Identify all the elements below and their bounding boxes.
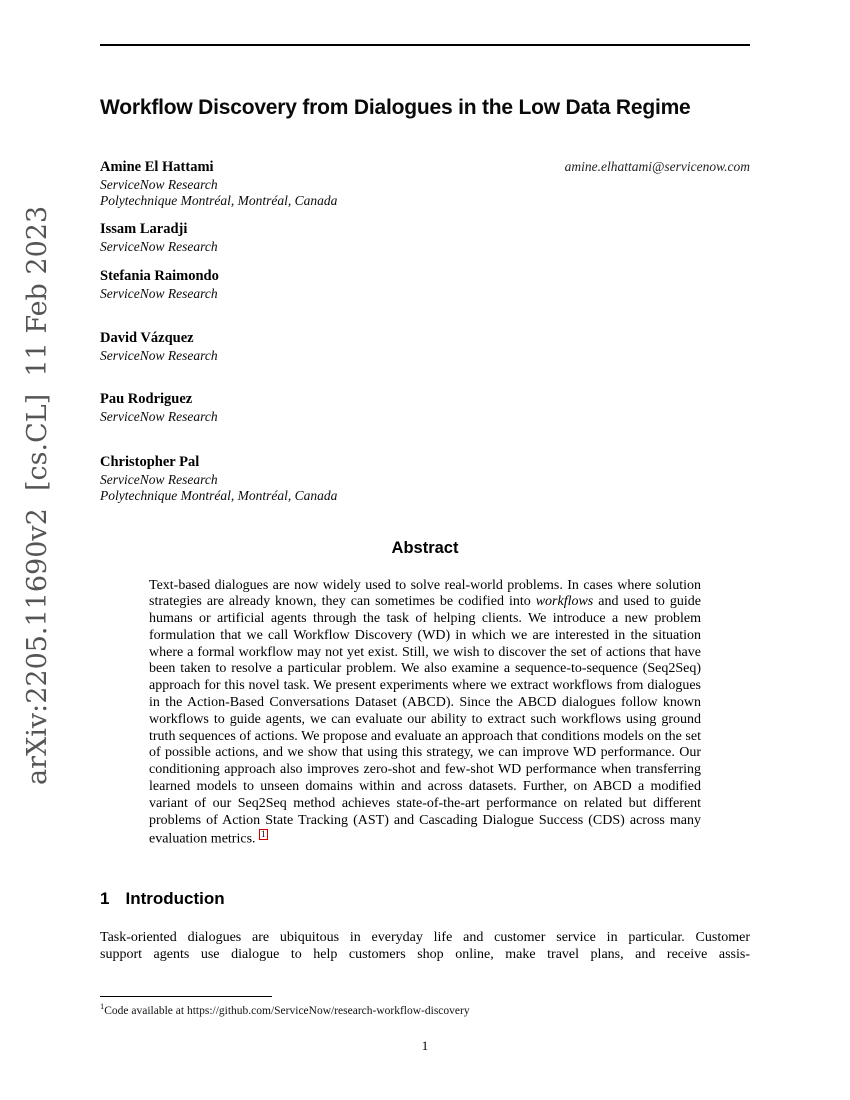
paper-content xyxy=(100,0,750,1100)
section-heading xyxy=(100,889,750,909)
author-name: Christopher Pal xyxy=(100,453,200,470)
author-block xyxy=(100,267,750,303)
footnote-url-link[interactable]: https://github.com/ServiceNow/research-workflow-discovery xyxy=(186,1004,470,1017)
section-title: Introduction xyxy=(125,888,225,908)
author-name: Pau Rodriguez xyxy=(100,391,193,407)
author-affiliation: ServiceNow Research xyxy=(100,471,218,487)
top-rule xyxy=(100,44,750,46)
author-block xyxy=(100,390,750,426)
author-affiliation: Polytechnique Montréal, Montréal, Canada xyxy=(100,488,338,503)
paper-title: Workflow Discovery from Dialogues in the Low Data Regime xyxy=(100,95,691,119)
author-affiliation: ServiceNow Research xyxy=(100,176,218,192)
author-affiliation: ServiceNow Research xyxy=(100,286,218,301)
footnote-text xyxy=(100,1001,750,1017)
abstract-text-part: and used to guide humans or artificial agents through the task of helping clients. We introduce a new problem formulation that we call Workflow Discovery (WD) in which we are interested in the situation where a formal workflow may not yet exist. Still, we wish to discover the set of actions that have been taken to resolve a particular problem. We also examine a sequence-to-sequence (Seq2Seq) approach for this novel task. We present experiments where we extract workflows from dialogues in the Action-Based Conversations Dataset (ABCD). Since the ABCD dialogues follow known workflows to guide agents, we can evaluate our ability to extract such workflows using ground truth sequences of actions. We propose and evaluate an approach that conditions models on the set of possible actions, and we show that using this strategy, we can improve WD performance. Our conditioning approach also improves zero-shot and few-shot WD performance when transferring learned models to unseen domains within and across datasets. Further, on ABCD a modified variant of our Seq2Seq method achieves state-of-the-art performance on related but different problems of Action State Tracking (AST) and Cascading Dialogue Success (CDS) across many evaluation metrics. xyxy=(149,594,701,848)
author-name: Issam Laradji xyxy=(100,220,188,237)
author-row xyxy=(100,158,750,177)
body-text-line: Task-oriented dialogues are ubiquitous in everyday life and customer service in particular. Customer xyxy=(100,929,750,945)
abstract-text-part: Text-based dialogues are now widely used to solve real-world problems. In cases where solution strategies are already known, they can sometimes be codified into xyxy=(149,577,701,610)
body-text-line: support agents use dialogue to help customers shop online, make travel plans, and receive assis- xyxy=(100,946,750,962)
author-affiliation: ServiceNow Research xyxy=(100,238,218,254)
arxiv-watermark: arXiv:2205.11690v2 [cs.CL] 11 Feb 2023 xyxy=(22,205,53,785)
author-affiliation: Polytechnique Montréal, Montréal, Canada xyxy=(100,193,338,208)
footnote-area xyxy=(100,996,750,1017)
footnote-rule xyxy=(100,996,272,997)
page-number: 1 xyxy=(421,1038,429,1053)
abstract-text xyxy=(149,578,701,849)
introduction-paragraph xyxy=(100,929,750,963)
author-name: Amine El Hattami xyxy=(100,158,214,175)
footnote-prefix: Code available at xyxy=(104,1004,187,1017)
footnote-marker: 1 xyxy=(100,1001,105,1011)
author-block xyxy=(100,158,750,210)
author-affiliation: ServiceNow Research xyxy=(100,347,218,363)
author-block xyxy=(100,453,750,505)
author-name: Stefania Raimondo xyxy=(100,268,219,284)
footnote-reference-link[interactable]: 1 xyxy=(261,829,266,840)
abstract-heading: Abstract xyxy=(391,538,459,557)
author-list xyxy=(100,158,750,505)
abstract-italic-term: workflows xyxy=(535,594,594,610)
section-number: 1 xyxy=(100,888,110,908)
author-block xyxy=(100,329,750,365)
author-name: David Vázquez xyxy=(100,329,194,346)
author-affiliation: ServiceNow Research xyxy=(100,409,218,424)
author-email: amine.elhattami@servicenow.com xyxy=(564,158,750,174)
author-block xyxy=(100,220,750,256)
